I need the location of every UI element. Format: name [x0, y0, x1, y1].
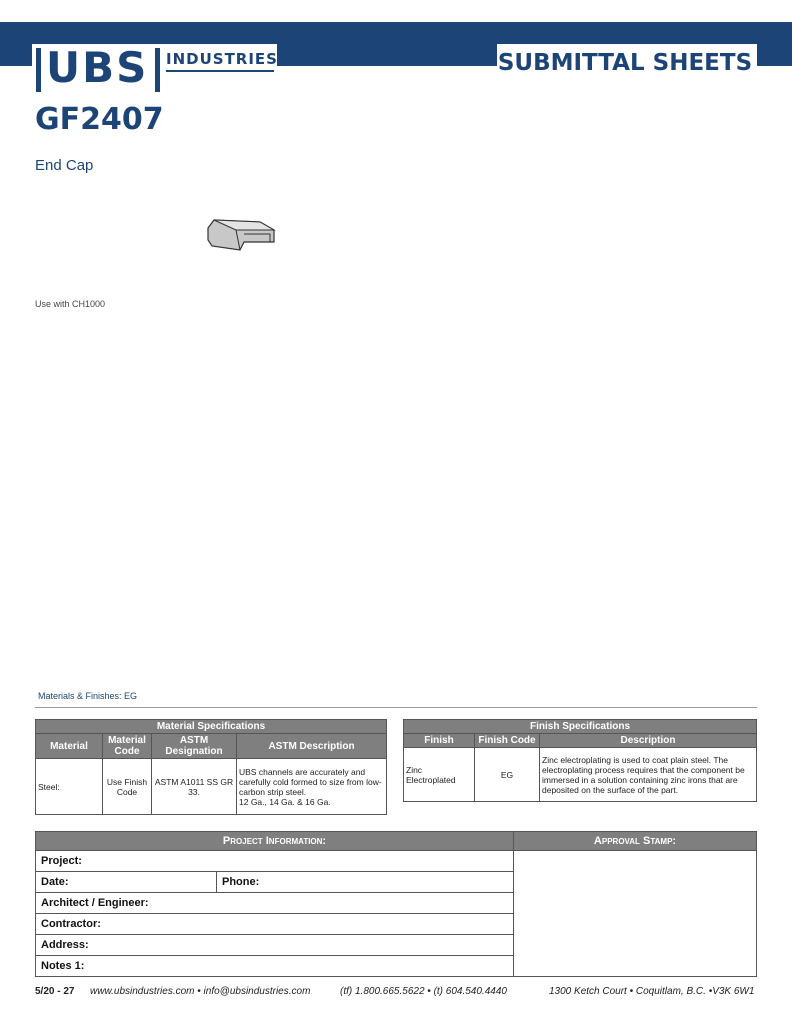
cell-finish: Zinc Electroplated: [404, 748, 475, 802]
header-finish: Finish: [404, 734, 475, 748]
product-name: End Cap: [35, 157, 94, 174]
footer-phone: (tf) 1.800.665.5622 • (t) 604.540.4440: [340, 986, 507, 997]
astm-description-text: UBS channels are accurately and carefully cold formed to size from low-carbon strip steel.: [239, 766, 382, 797]
finish-spec-table: [403, 719, 757, 802]
cell-astm-description: [237, 759, 387, 815]
divider: [35, 707, 757, 708]
material-spec-title: Material Specifications: [36, 720, 387, 734]
header-astm-description: ASTM Description: [237, 734, 387, 759]
usage-note: Use with CH1000: [35, 299, 106, 309]
approval-stamp-area[interactable]: [514, 851, 757, 977]
end-cap-image: [200, 212, 280, 260]
phone-field[interactable]: Phone:: [217, 872, 514, 893]
logo-bar-right: [155, 48, 160, 92]
header-finish-code: Finish Code: [475, 734, 540, 748]
date-field[interactable]: Date:: [36, 872, 217, 893]
material-spec-table: [35, 719, 387, 815]
address-field[interactable]: Address:: [36, 935, 514, 956]
page-title: SUBMITTAL SHEETS: [497, 50, 753, 76]
logo-sub: INDUSTRIES: [166, 50, 278, 68]
cell-material-code: Use Finish Code: [103, 759, 152, 815]
header-material: Material: [36, 734, 103, 759]
cell-finish-description: Zinc electroplating is used to coat plain steel. The electroplating process requires that the component be immersed in a solution containing zinc irons that are deposited on the surface of the part.: [540, 748, 757, 802]
materials-finishes-label: Materials & Finishes: EG: [38, 691, 138, 701]
architect-field[interactable]: Architect / Engineer:: [36, 893, 514, 914]
finish-spec-title: Finish Specifications: [404, 720, 757, 734]
footer-address: 1300 Ketch Court • Coquitlam, B.C. •V3K 6W1: [549, 986, 755, 997]
project-field[interactable]: Project:: [36, 851, 514, 872]
header-finish-description: Description: [540, 734, 757, 748]
footer-page: 5/20 - 27: [35, 986, 75, 997]
header-material-code: Material Code: [103, 734, 152, 759]
header-astm-designation: ASTM Designation: [152, 734, 237, 759]
astm-gauges-text: 12 Ga., 14 Ga. & 16 Ga.: [239, 796, 331, 807]
logo-main: UBS: [46, 43, 149, 92]
notes-field[interactable]: Notes 1:: [36, 956, 514, 977]
cell-material: Steel:: [36, 759, 103, 815]
cell-finish-code: EG: [475, 748, 540, 802]
project-info-title: Project Information:: [36, 832, 514, 851]
approval-stamp-title: Approval Stamp:: [514, 832, 757, 851]
logo-bar-left: [36, 48, 41, 92]
cell-astm-designation: ASTM A1011 SS GR 33.: [152, 759, 237, 815]
footer-web[interactable]: www.ubsindustries.com • info@ubsindustries.com: [90, 986, 311, 997]
contractor-field[interactable]: Contractor:: [36, 914, 514, 935]
product-code: GF2407: [35, 102, 164, 137]
project-info-table: [35, 831, 757, 977]
logo-underline: [166, 70, 274, 72]
